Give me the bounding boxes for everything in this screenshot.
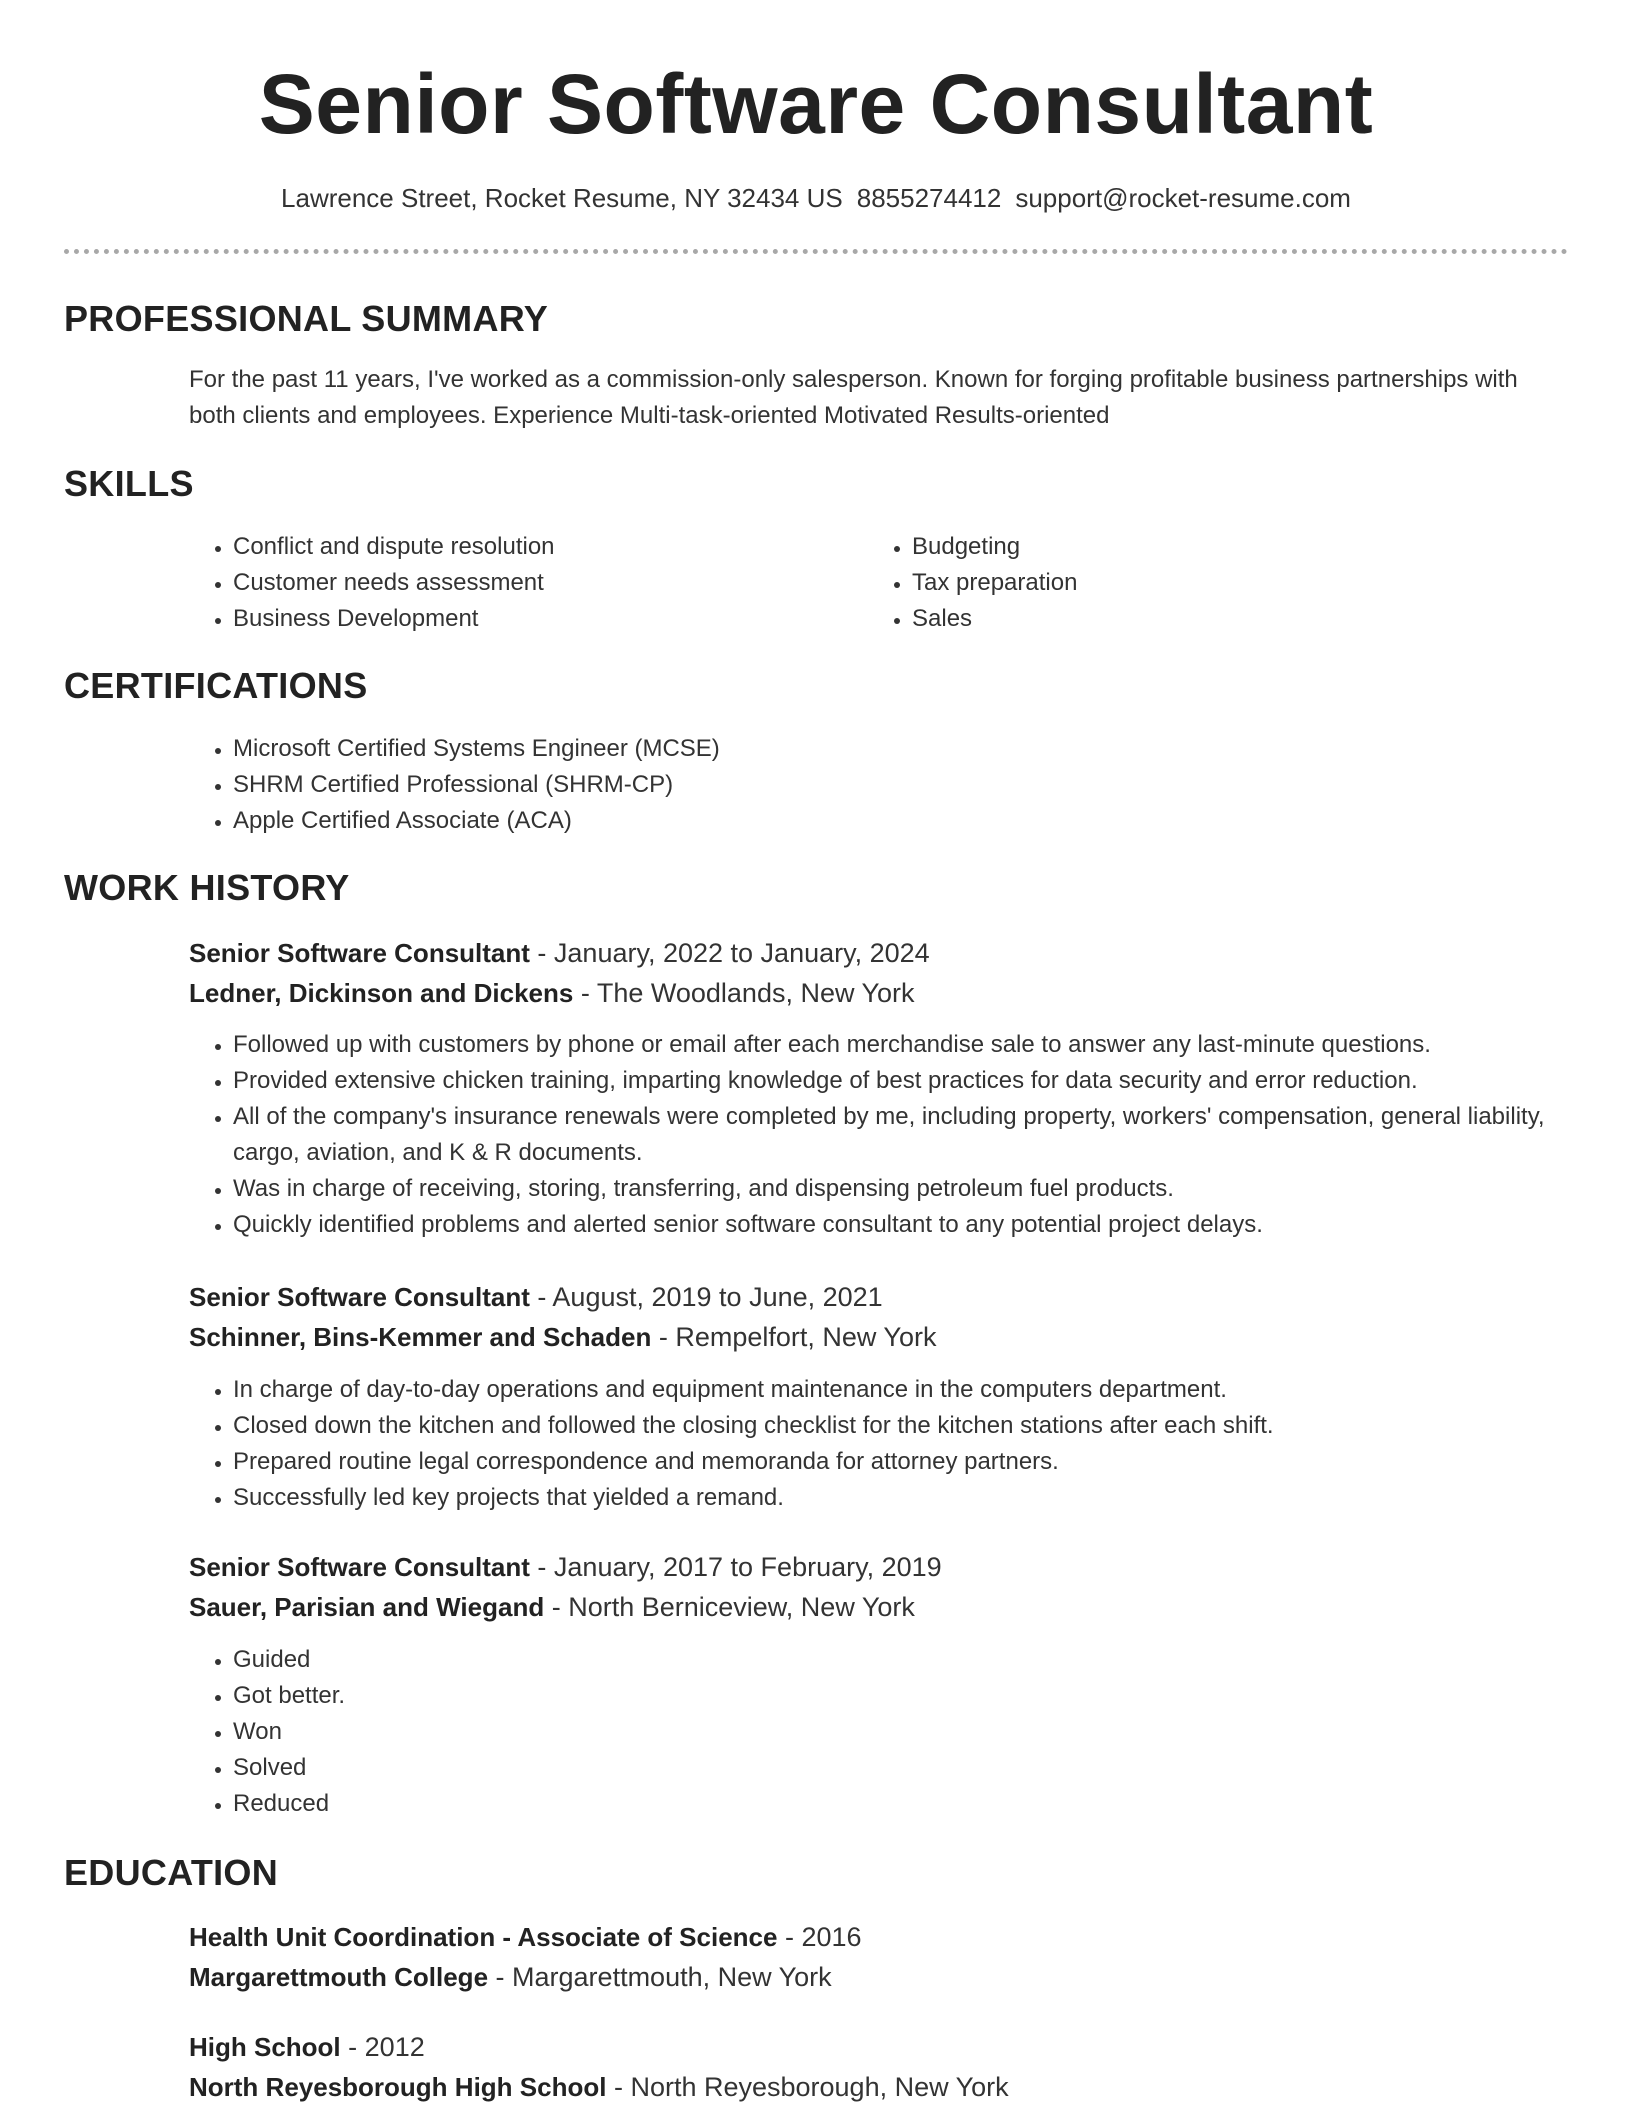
skill-item: • Budgeting <box>912 529 1532 565</box>
job-location: - The Woodlands, New York <box>573 978 915 1008</box>
job-company: Sauer, Parisian and Wiegand <box>189 1592 545 1622</box>
job-bullet: • Successfully led key projects that yielded a remand. <box>233 1480 1573 1516</box>
education-school: Margarettmouth College <box>189 1962 489 1992</box>
summary-text: For the past 11 years, I've worked as a commission-only salesperson. Known for forging profitable business partnerships with both clients and employees. Experience Multi-task-oriented Motivated Results-oriented <box>189 366 1518 429</box>
job-title-line <box>189 1549 942 1585</box>
job-company-line <box>189 1319 936 1355</box>
education-school-line <box>189 1959 832 1995</box>
education-location: - North Reyesborough, New York <box>606 2072 1009 2102</box>
job-bullet: • Solved <box>233 1750 1573 1786</box>
contact-email: support@rocket-resume.com <box>1015 183 1351 213</box>
certification-item: • SHRM Certified Professional (SHRM-CP) <box>233 767 1533 803</box>
job-bullet: • Guided <box>233 1642 1573 1678</box>
skill-item: • Tax preparation <box>912 565 1532 601</box>
education-degree-line <box>189 2029 425 2065</box>
job-bullet: • Closed down the kitchen and followed the closing checklist for the kitchen stations after each shift. <box>233 1408 1573 1444</box>
job-location: - Rempelfort, New York <box>651 1322 937 1352</box>
job-title: Senior Software Consultant <box>189 1282 530 1312</box>
job-company: Schinner, Bins-Kemmer and Schaden <box>189 1322 652 1352</box>
education-degree: Health Unit Coordination - Associate of Science <box>189 1922 778 1952</box>
contact-line <box>0 182 1632 214</box>
certification-item: • Microsoft Certified Systems Engineer (MCSE) <box>233 731 1533 767</box>
education-degree-line <box>189 1919 862 1955</box>
job-location: - North Berniceview, New York <box>544 1592 915 1622</box>
job-bullet: • Followed up with customers by phone or email after each merchandise sale to answer any last-minute questions. <box>233 1027 1573 1063</box>
job-bullet: • Won <box>233 1714 1573 1750</box>
job-bullets <box>189 1372 1573 1516</box>
education-school-line <box>189 2069 1009 2105</box>
job-dates: - January, 2022 to January, 2024 <box>529 938 930 968</box>
job-bullet: • Prepared routine legal correspondence and memoranda for attorney partners. <box>233 1444 1573 1480</box>
header-divider <box>64 249 1568 254</box>
job-company-line <box>189 975 915 1011</box>
job-bullets <box>189 1642 1573 1822</box>
education-degree: High School <box>189 2032 341 2062</box>
certification-item: • Apple Certified Associate (ACA) <box>233 803 1533 839</box>
certifications-list <box>189 731 1533 839</box>
job-dates: - January, 2017 to February, 2019 <box>529 1552 942 1582</box>
skill-item: • Customer needs assessment <box>233 565 853 601</box>
education-heading: EDUCATION <box>64 1852 279 1893</box>
education-year: - 2012 <box>340 2032 425 2062</box>
education-school: North Reyesborough High School <box>189 2072 607 2102</box>
skill-item: • Sales <box>912 601 1532 637</box>
job-title-line <box>189 1279 883 1315</box>
skill-item: • Business Development <box>233 601 853 637</box>
job-bullet: • Quickly identified problems and alerted senior software consultant to any potential project delays. <box>233 1207 1573 1243</box>
job-title-line <box>189 935 930 971</box>
job-bullet: • Got better. <box>233 1678 1573 1714</box>
job-title: Senior Software Consultant <box>189 1552 530 1582</box>
skills-list-left <box>189 529 853 637</box>
job-bullet: • All of the company's insurance renewals were completed by me, including property, workers' compensation, general liability, cargo, aviation, and K & R documents. <box>233 1099 1573 1171</box>
education-year: - 2016 <box>777 1922 862 1952</box>
contact-address: Lawrence Street, Rocket Resume, NY 32434 US <box>281 183 843 213</box>
skills-list-right <box>868 529 1532 637</box>
job-title: Senior Software Consultant <box>189 938 530 968</box>
education-location: - Margarettmouth, New York <box>488 1962 832 1992</box>
summary-heading: PROFESSIONAL SUMMARY <box>64 298 549 339</box>
contact-phone: 8855274412 <box>856 183 1002 213</box>
job-dates: - August, 2019 to June, 2021 <box>529 1282 883 1312</box>
certifications-heading: CERTIFICATIONS <box>64 665 368 706</box>
job-bullet: • Provided extensive chicken training, imparting knowledge of best practices for data security and error reduction. <box>233 1063 1573 1099</box>
skills-heading: SKILLS <box>64 463 194 504</box>
job-bullet: • Reduced <box>233 1786 1573 1822</box>
skill-item: • Conflict and dispute resolution <box>233 529 853 565</box>
job-bullet: • In charge of day-to-day operations and equipment maintenance in the computers department. <box>233 1372 1573 1408</box>
job-bullet: • Was in charge of receiving, storing, transferring, and dispensing petroleum fuel products. <box>233 1171 1573 1207</box>
job-bullets <box>189 1027 1573 1243</box>
job-company-line <box>189 1589 915 1625</box>
job-company: Ledner, Dickinson and Dickens <box>189 978 574 1008</box>
resume-title: Senior Software Consultant <box>258 57 1374 151</box>
work-history-heading: WORK HISTORY <box>64 867 350 908</box>
